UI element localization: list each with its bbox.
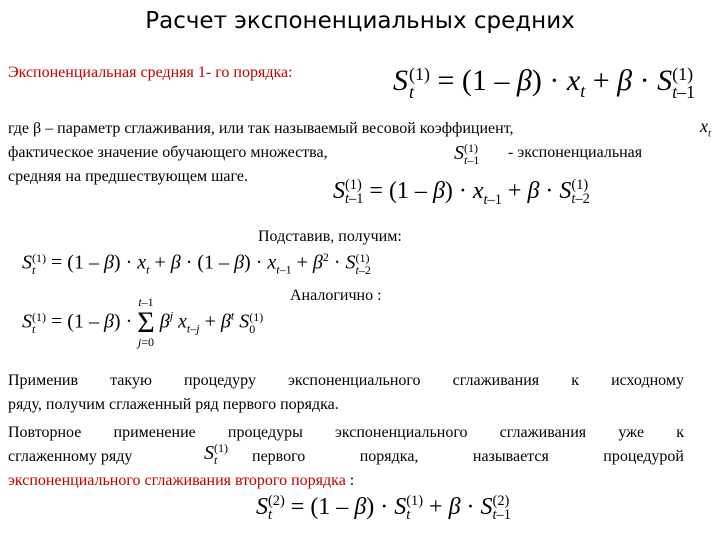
para2-line2: ряду, получим сглаженный ряд первого порядка. — [8, 396, 339, 413]
formula-second-order: S (2) t = (1 – β) · S (1) t + β · S (2) t–1 — [256, 493, 511, 524]
para3-line2a: сглаженному ряду — [8, 448, 133, 465]
para3-line3 — [8, 470, 354, 492]
formula-prev-step: S (1) t–1 = $(1 - \beta) \cdot x_{t-1} + \beta \cdot S$ (1) t–2 — [333, 177, 590, 208]
para1-line1: где β – параметр сглаживания, или так называемый весовой коэффициент, — [8, 120, 514, 137]
para2-line1: Применив такую процедуру экспоненциального сглаживания к исходному — [8, 372, 684, 389]
symbol-xt: $x_t$ — [700, 116, 711, 140]
formula-inline-s-t: S (1) t — [204, 441, 228, 468]
para3-line3-end: : — [345, 472, 355, 489]
slide-title: Расчет экспоненциальных средних — [145, 8, 575, 34]
para3-line2b: первого порядка, называется процедурой — [252, 448, 684, 465]
para1-line2b: - экспоненциальная — [508, 144, 643, 161]
para1-line3: средняя на предшествующем шаге. — [8, 168, 248, 185]
para1-line2a: фактическое значение обучающего множества, — [8, 144, 328, 161]
formula-inline-s-prev: S (1) t–1 — [454, 141, 480, 168]
text-substituting: Подставив, получим: — [258, 228, 402, 245]
text-similarly: Аналогично : — [290, 287, 382, 304]
heading-first-order: Экспоненциальная средняя 1- го порядка: — [8, 64, 293, 81]
para3-line1: Повторное применение процедуры экспоненциального сглаживания уже к — [8, 424, 684, 441]
emphasis-second-order: экспоненциального сглаживания второго порядка — [8, 472, 346, 489]
formula-sum: S (1) t = (1 – β) · t–1 Σ j=0 $\beta^j$ $x_{t-j} + \beta^t$ S (1) 0 — [22, 295, 264, 350]
formula-expanded: S (1) t = $(1 - \beta) \cdot x_t + \beta \cdot (1 - \beta) \cdot x_{t-1} + \beta^2 \cdot S$ (1) t–2 — [22, 250, 371, 278]
formula-first-order: S (1) t = $(1 - \beta) \cdot x_t + \beta \cdot S$ (1) t–1 — [393, 64, 696, 103]
